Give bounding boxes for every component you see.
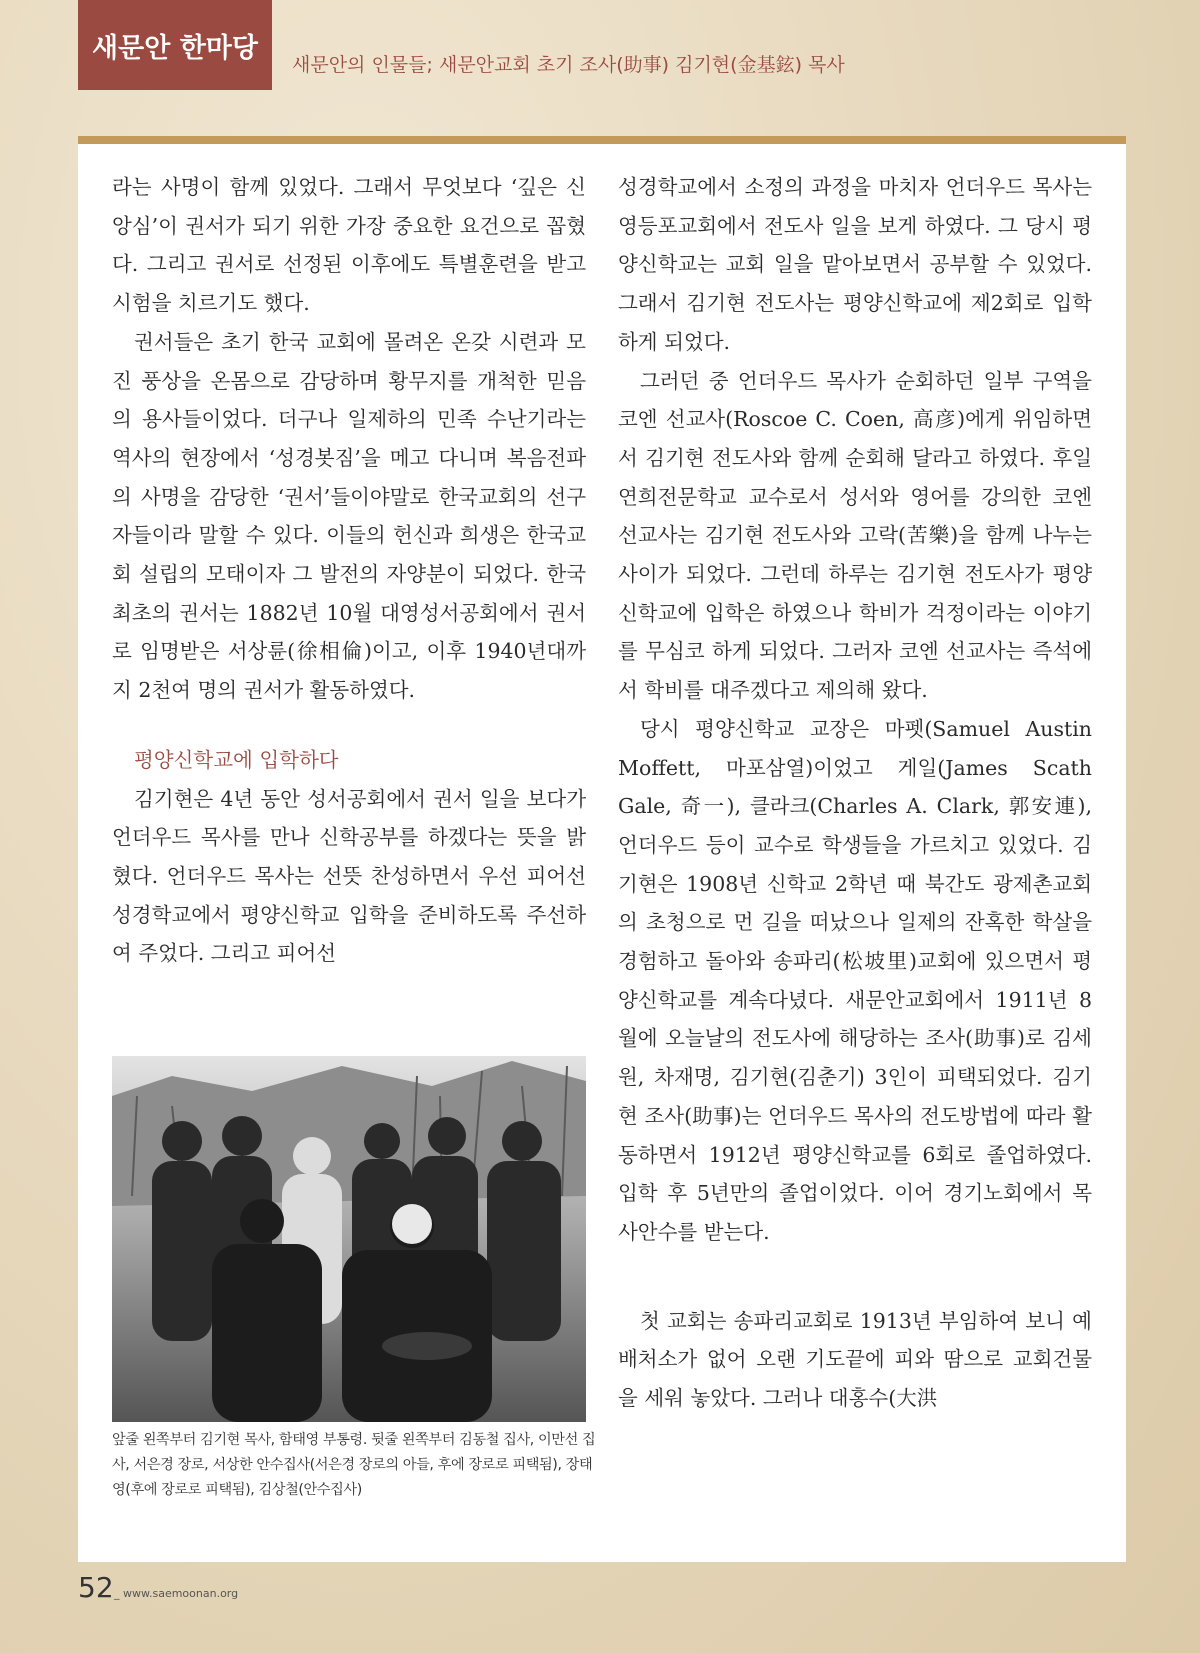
group-photo (112, 1056, 586, 1422)
body-paragraph: 당시 평양신학교 교장은 마펫(Samuel Austin Moffett, 마포삼열)이었고 게일(James Scath Gale, 奇一), 클라크(Charles A. Clark, 郭安連), 언더우드 등이 교수로 학생들을 가르치고 있었다. 김기현은 1908년 신학교 2학년 때 북간도 광제촌교회의 초청으로 먼 길을 떠났으나 일제의 잔혹한 학살을 경험하고 돌아와 송파리(松坡里)교회에 있으면서 평양신학교를 계속다녔다. 새문안교회에서 1911년 8월에 오늘날의 전도사에 해당하는 조사(助事)로 김세원, 차재명, 김기현(김춘기) 3인이 피택되었다. 김기현 조사(助事)는 언더우드 목사의 전도방법에 따라 활동하면서 1912년 평양신학교를 6회로 졸업하였다. 입학 후 5년만의 졸업이었다. 이어 경기노회에서 목사안수를 받는다. (618, 716, 1092, 1244)
photo-caption: 앞줄 왼쪽부터 김기현 목사, 함태영 부통령. 뒷줄 왼쪽부터 김동철 집사, 이만선 집사, 서은경 장로, 서상한 안수집사(서은경 장로의 아들, 후에 장로로 피택됨), 장태영(후에 장로로 피택됨), 김상철(안수집사) (112, 1432, 596, 1498)
body-paragraph: 그러던 중 언더우드 목사가 순회하던 일부 구역을 코엔 선교사(Roscoe C. Coen, 高彦)에게 위임하면서 김기현 전도사와 함께 순회해 달라고 하였다. 후일 연희전문학교 교수로서 성서와 영어를 강의한 코엔 선교사는 김기현 전도사와 고락(苦樂)을 함께 나누는 사이가 되었다. 그런데 하루는 김기현 전도사가 평양신학교에 입학은 하였으나 학비가 걱정이라는 이야기를 무심코 하게 되었다. 그러자 코엔 선교사는 즉석에서 학비를 대주겠다고 제의해 왔다. (618, 368, 1092, 703)
body-paragraph: 라는 사명이 함께 있었다. 그래서 무엇보다 ‘깊은 신앙심’이 권서가 되기 위한 가장 중요한 요건으로 꼽혔다. 그리고 권서로 선정된 이후에도 특별훈련을 받고 시험을 치르기도 했다. (112, 175, 586, 316)
website-link[interactable]: _ www.saemoonan.org (114, 1587, 239, 1600)
header-rule (78, 136, 1126, 144)
body-paragraph: 첫 교회는 송파리교회로 1913년 부임하여 보니 예배처소가 없어 오랜 기도끝에 피와 땀으로 교회건물을 세워 놓았다. 그러나 대홍수(大洪 (618, 1308, 1092, 1411)
article-header-title: 새문안의 인물들; 새문안교회 초기 조사(助事) 김기현(金基鉉) 목사 (292, 54, 845, 76)
paragraph-gap (618, 1252, 1092, 1302)
left-column (112, 168, 586, 973)
page-number: 52 (78, 1571, 114, 1604)
body-paragraph: 성경학교에서 소정의 과정을 마치자 언더우드 목사는 영등포교회에서 전도사 일을 보게 하였다. 그 당시 평양신학교는 교회 일을 맡아보면서 공부할 수 있었다. 그래서 김기현 전도사는 평양신학교에 제2회로 입학하게 되었다. (618, 175, 1092, 354)
right-column (618, 168, 1092, 1418)
body-paragraph: 권서들은 초기 한국 교회에 몰려온 온갖 시련과 모진 풍상을 온몸으로 감당하며 황무지를 개척한 믿음의 용사들이었다. 더구나 일제하의 민족 수난기라는 역사의 현장에서 ‘성경봇짐’을 메고 다니며 복음전파의 사명을 감당한 ‘권서’들이야말로 한국교회의 선구자들이라 말할 수 있다. 이들의 헌신과 희생은 한국교회 설립의 모태이자 그 발전의 자양분이 되었다. 한국 최초의 권서는 1882년 10월 대영성서공회에서 권서로 임명받은 서상륜(徐相倫)이고, 이후 1940년대까지 2천여 명의 권서가 활동하였다. (112, 329, 586, 703)
body-paragraph: 김기현은 4년 동안 성서공회에서 권서 일을 보다가 언더우드 목사를 만나 신학공부를 하겠다는 뜻을 밝혔다. 언더우드 목사는 선뜻 찬성하면서 우선 피어선성경학교에서 평양신학교 입학을 준비하도록 주선하여 주었다. 그리고 피어선 (112, 786, 586, 966)
section-subheading: 평양신학교에 입학하다 (134, 747, 339, 772)
section-tab: 새문안 한마당 (78, 0, 272, 90)
